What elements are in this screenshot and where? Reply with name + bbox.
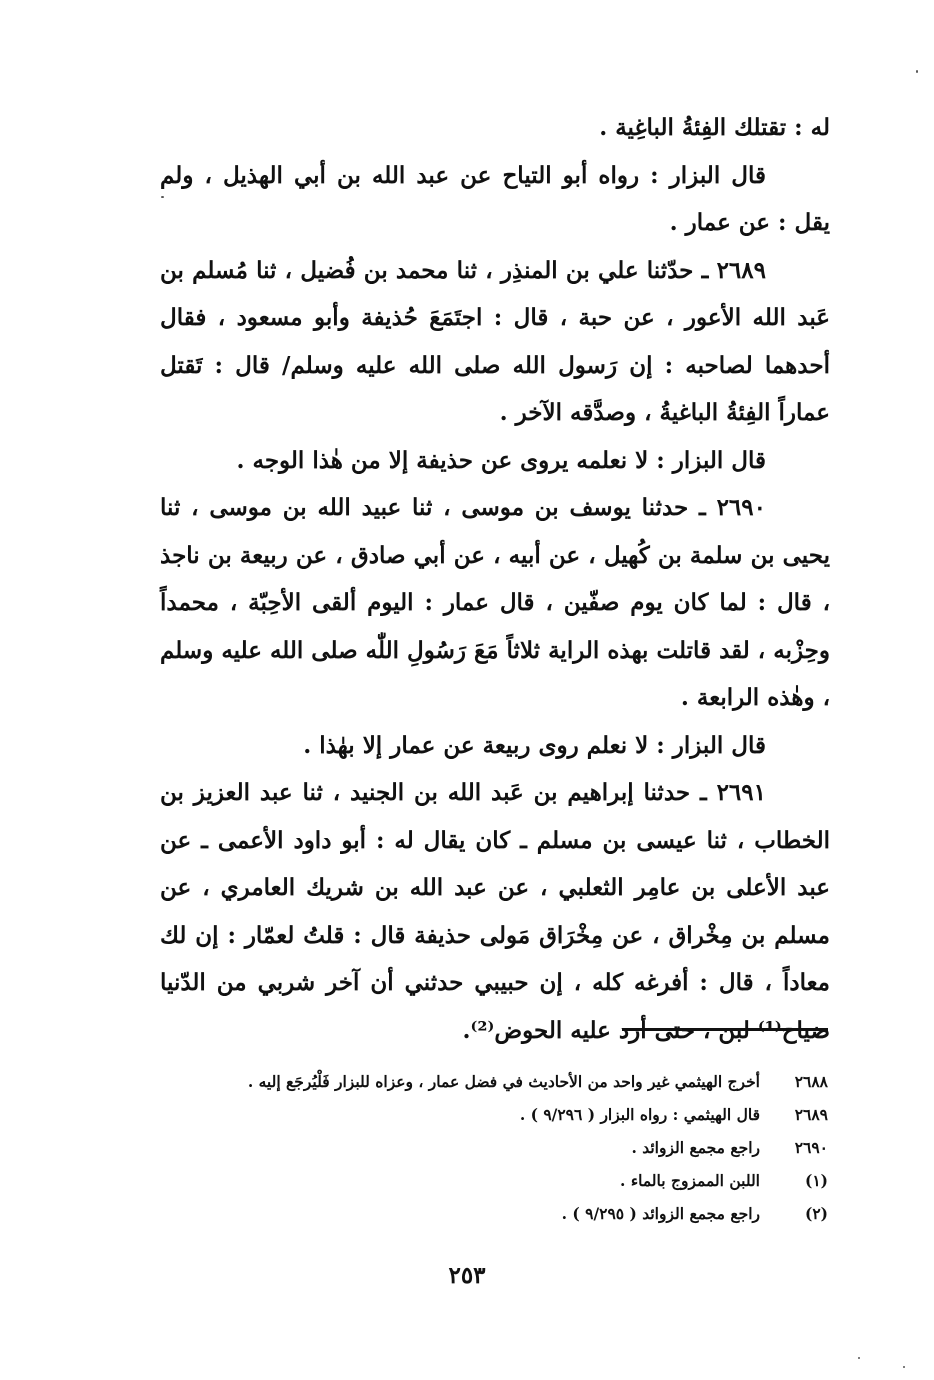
footnote-text: راجع مجمع الزوائد ( ٩/٢٩٥ ) .: [561, 1204, 760, 1223]
footnote-item: [200, 1098, 828, 1131]
paragraph-2: قال البزار : رواه أبو التياح عن عبد الله بن أبي الهذيل ، ولم يقل : عن عمار .: [160, 161, 830, 236]
main-text: [160, 104, 830, 1054]
footnote-item: [200, 1197, 828, 1230]
paragraph-3-hadith-2689: ٢٦٨٩ ـ حدّثنا علي بن المنذِر ، ثنا محمد بن فُضيل ، ثنا مُسلم بن عَبد الله الأعور ، عن حبة ، قال : اجتَمَعَ حُذيفة وأبو مسعود ، فقال أحدهما لصاحبه : إن رَسول الله صلى الله عليه وسلم/ قال : تَقتل عماراً الفِئةُ الباغيةُ ، وصدَّقه الآخر .: [160, 256, 830, 426]
footnote-text: راجع مجمع الزوائد .: [631, 1138, 760, 1157]
footnote-item: [200, 1065, 828, 1098]
footnote-number: ٢٦٨٨: [794, 1072, 828, 1091]
footnote-number: (٢): [804, 1204, 828, 1223]
footnote-number: ٢٦٨٩: [794, 1105, 828, 1124]
footnote-text: أخرج الهيثمي غير واحد من الأحاديث في فضل عمار ، وعزاه للبزار فَلْيُرجَع إليه .: [247, 1072, 760, 1091]
footnote-item: [200, 1164, 828, 1197]
footnote-item: [200, 1131, 828, 1164]
scan-speck: [161, 196, 164, 198]
scan-speck: [903, 1366, 905, 1368]
paragraph-4: قال البزار : لا نعلمه يروى عن حذيفة إلا من هٰذا الوجه .: [236, 446, 766, 474]
page-number: ٢٥٣: [448, 1262, 486, 1289]
scan-speck: [916, 70, 918, 73]
footnote-number: ٢٦٩٠: [794, 1138, 828, 1157]
scan-speck: [858, 1357, 860, 1359]
footnote-text: اللبن الممزوج بالماء .: [620, 1171, 760, 1190]
paragraph-1: له : تقتلك الفِئةُ الباغِية .: [599, 114, 830, 141]
paragraph-7-hadith-2691: ٢٦٩١ ـ حدثنا إبراهيم بن عَبد الله بن الجنيد ، ثنا عبد العزيز بن الخطاب ، ثنا عيسى بن مسلم ـ كان يقال له : أبو داود الأعمى ـ عن عبد الأعلى بن عامِر الثعلبي ، عن عبد الله بن شريك العامري ، عن مسلم بن مِخْراق ، عن مِخْرَاق مَولى حذيفة قال : قلتُ لعمّار : إن لك معاداً ، قال : أفرغه كله ، إن حبيبي حدثني أن آخر شربي من الدّنيا ضياح⁽¹⁾ لبن ، حتى أرد عليه الحوض⁽²⁾.: [160, 779, 830, 1044]
footnote-text: قال الهيثمي : رواه البزار ( ٩/٢٩٦ ) .: [519, 1105, 760, 1124]
footnote-divider: [622, 1028, 828, 1031]
footnote-number: (١): [804, 1171, 828, 1190]
paragraph-5-hadith-2690: ٢٦٩٠ ـ حدثنا يوسف بن موسى ، ثنا عبيد الله بن موسى ، ثنا يحيى بن سلمة بن كُهيل ، عن أبيه ، عن أبي صادق ، عن ربيعة بن ناجذ ، قال : لما كان يوم صفّين ، قال عمار : اليوم ألقى الأحِبّة ، محمداً وحِزْبه ، لقد قاتلت بهذه الراية ثلاثاً مَعَ رَسُولِ اللّٰه صلى الله عليه وسلم ، وهٰذه الرابعة .: [160, 494, 830, 711]
footnotes: [200, 1065, 828, 1230]
paragraph-6: قال البزار : لا نعلم روى ربيعة عن عمار إلا بهٰذا .: [303, 731, 766, 759]
